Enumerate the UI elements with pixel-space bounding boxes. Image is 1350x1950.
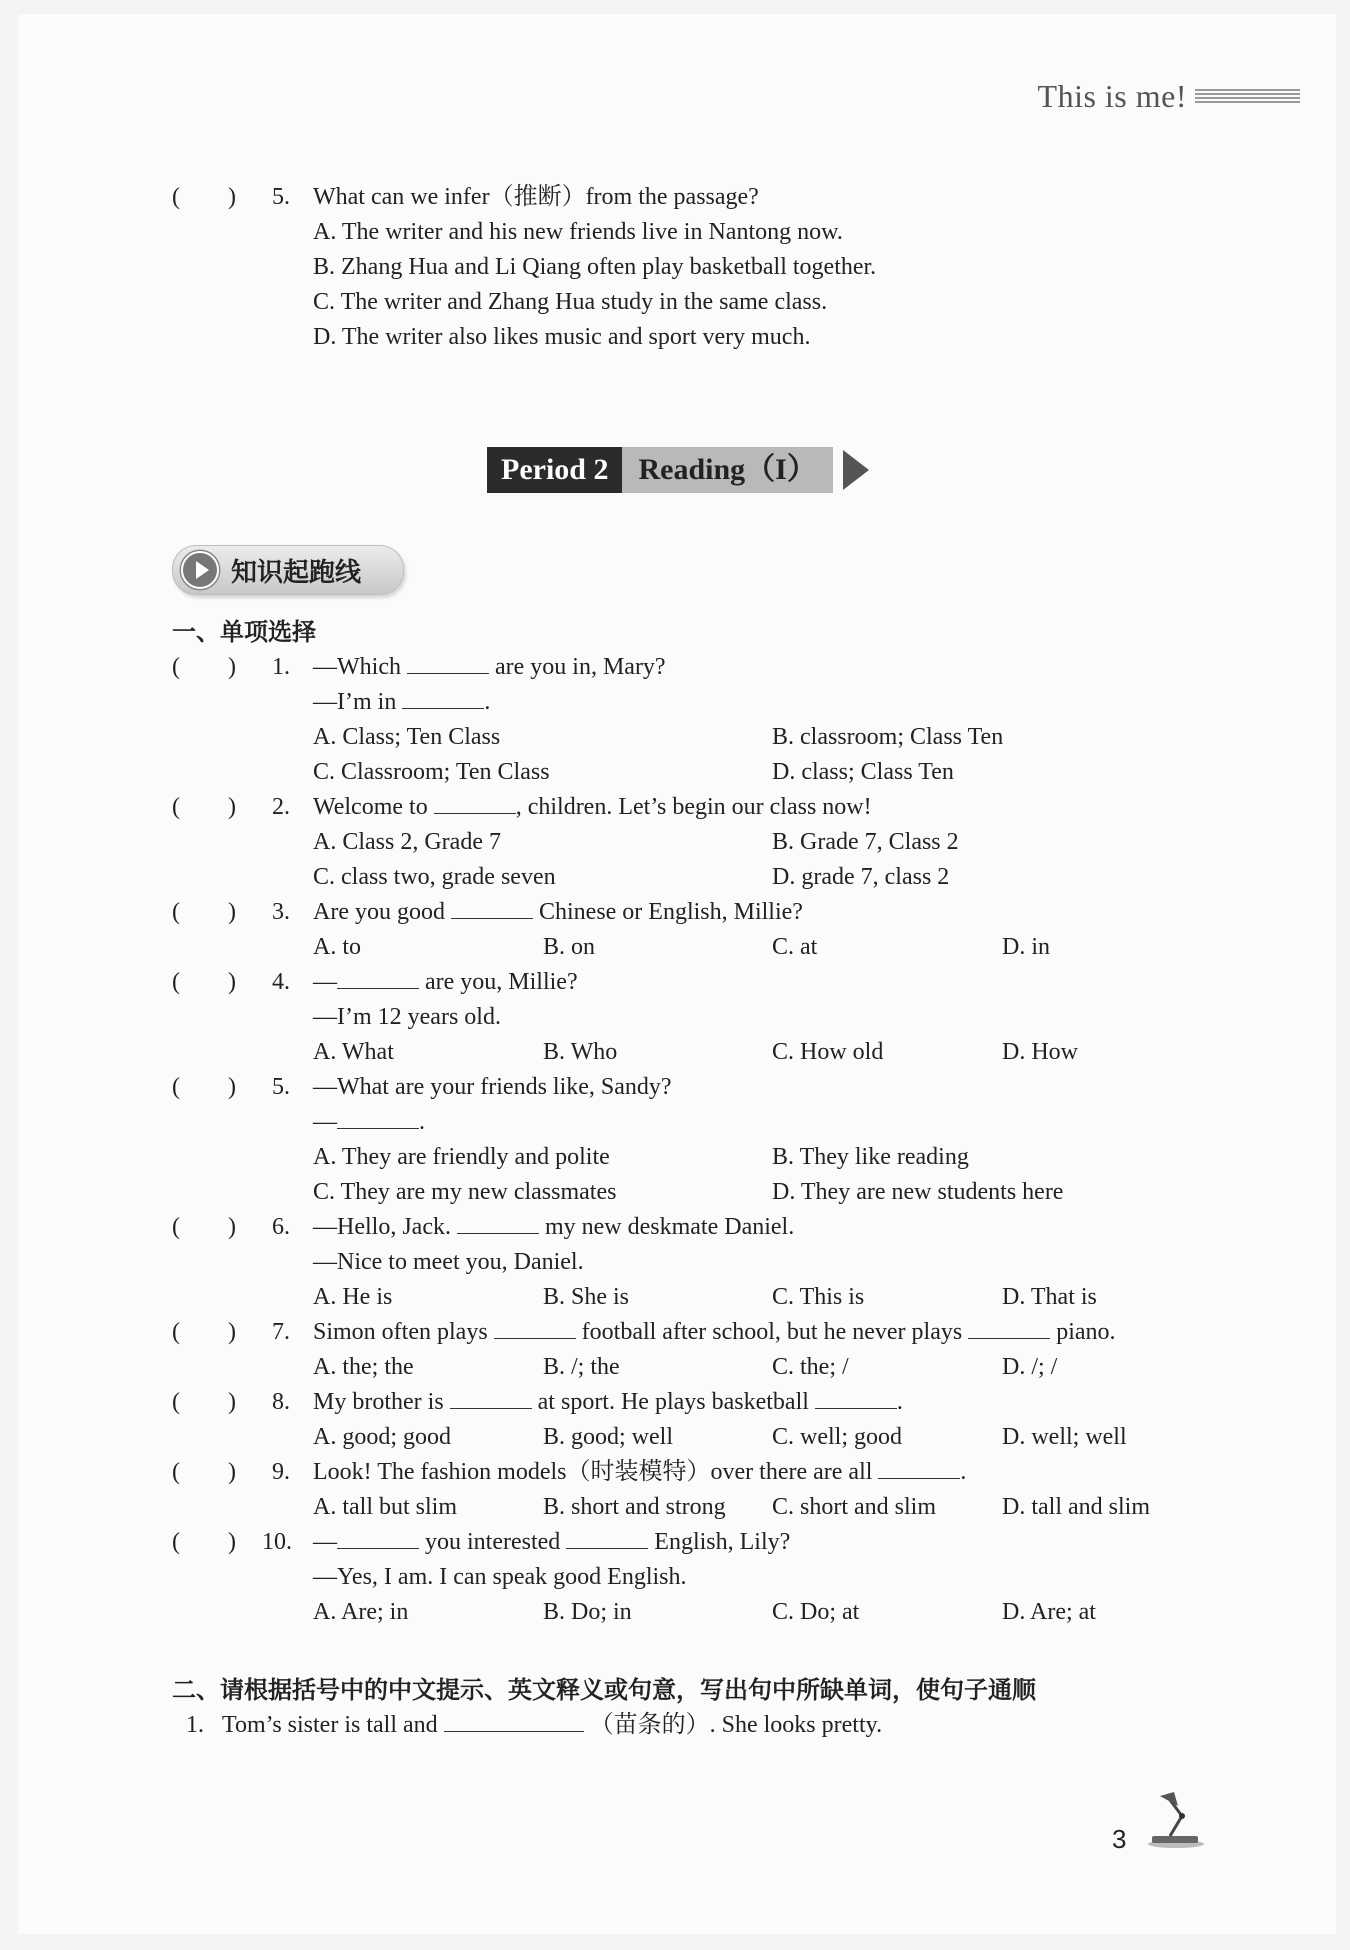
question-number: 8. [272, 1389, 290, 1415]
option-a: A. Class 2, Grade 7 [313, 829, 501, 855]
desk-lamp-icon [1140, 1790, 1210, 1850]
answer-blank[interactable] [494, 1316, 576, 1339]
answer-blank[interactable] [878, 1456, 960, 1479]
play-icon [181, 551, 219, 589]
question-number: 1. [272, 654, 290, 680]
answer-blank[interactable] [450, 1386, 532, 1409]
question-number: 10. [262, 1529, 292, 1555]
option-d: D. How [1002, 1039, 1078, 1065]
option-b: B. Do; in [543, 1599, 632, 1625]
option-d: D. class; Class Ten [772, 759, 954, 785]
arrow-right-icon [843, 450, 869, 490]
prev-option-d: D. The writer also likes music and sport very much. [313, 324, 811, 350]
option-b: B. Who [543, 1039, 618, 1065]
answer-paren[interactable]: ( ) [172, 1459, 236, 1485]
answer-blank[interactable] [457, 1211, 539, 1234]
option-d: D. tall and slim [1002, 1494, 1150, 1520]
option-d: D. in [1002, 934, 1050, 960]
answer-paren[interactable]: ( ) [172, 1389, 236, 1415]
dialogue-line: —Yes, I am. I can speak good English. [313, 1564, 687, 1590]
option-b: B. She is [543, 1284, 630, 1310]
option-c: C. the; / [772, 1354, 849, 1380]
option-b: B. classroom; Class Ten [772, 724, 1004, 750]
option-c: C. Do; at [772, 1599, 860, 1625]
answer-blank[interactable] [407, 651, 489, 674]
question-stem: Simon often plays football after school, but he never plays piano. [313, 1315, 1116, 1350]
header-title: This is me! [1037, 78, 1187, 114]
question-stem: What can we infer（推断）from the passage? [313, 184, 759, 210]
option-b: B. /; the [543, 1354, 620, 1380]
question-number: 6. [272, 1214, 290, 1240]
option-c: C. Classroom; Ten Class [313, 759, 550, 785]
answer-blank[interactable] [968, 1316, 1050, 1339]
question-stem: —What are your friends like, Sandy? [313, 1074, 672, 1100]
answer-paren[interactable]: ( ) [172, 1319, 236, 1345]
answer-paren[interactable]: ( ) [172, 969, 236, 995]
banner-reading: Reading（I） [622, 447, 832, 493]
knowledge-start-heading [172, 545, 404, 595]
option-b: B. Grade 7, Class 2 [772, 829, 959, 855]
answer-blank[interactable] [337, 966, 419, 989]
answer-blank[interactable] [444, 1709, 584, 1732]
option-a: A. Are; in [313, 1599, 409, 1625]
option-b: B. They like reading [772, 1144, 969, 1170]
option-a: A. to [313, 934, 361, 960]
option-c: C. well; good [772, 1424, 902, 1450]
answer-blank[interactable] [402, 686, 484, 709]
question-stem: Look! The fashion models（时装模特）over there are all . [313, 1455, 966, 1490]
answer-paren[interactable]: ( ) [172, 184, 236, 210]
page-number: 3 [1112, 1824, 1127, 1854]
question-number: 9. [272, 1459, 290, 1485]
answer-paren[interactable]: ( ) [172, 1074, 236, 1100]
question-number: 4. [272, 969, 290, 995]
answer-blank[interactable] [434, 791, 516, 814]
question-stem: — are you, Millie? [313, 965, 578, 1000]
option-a: A. What [313, 1039, 394, 1065]
answer-blank[interactable] [815, 1386, 897, 1409]
option-c: C. They are my new classmates [313, 1179, 617, 1205]
option-c: C. This is [772, 1284, 865, 1310]
dialogue-line: — . [313, 1105, 425, 1140]
question-number: 3. [272, 899, 290, 925]
answer-paren[interactable]: ( ) [172, 1529, 236, 1555]
question-number: 7. [272, 1319, 290, 1345]
option-c: C. How old [772, 1039, 884, 1065]
option-d: D. Are; at [1002, 1599, 1096, 1625]
option-a: A. They are friendly and polite [313, 1144, 610, 1170]
option-c: C. class two, grade seven [313, 864, 556, 890]
option-c: C. short and slim [772, 1494, 937, 1520]
answer-paren[interactable]: ( ) [172, 1214, 236, 1240]
option-d: D. well; well [1002, 1424, 1127, 1450]
option-b: B. on [543, 934, 596, 960]
option-a: A. Class; Ten Class [313, 724, 501, 750]
option-a: A. the; the [313, 1354, 414, 1380]
option-d: D. They are new students here [772, 1179, 1064, 1205]
page-header [1038, 78, 1300, 115]
prev-option-c: C. The writer and Zhang Hua study in the same class. [313, 289, 828, 315]
question-stem: —Which are you in, Mary? [313, 650, 666, 685]
option-d: D. /; / [1002, 1354, 1058, 1380]
option-a: A. tall but slim [313, 1494, 457, 1520]
option-c: C. at [772, 934, 818, 960]
option-d: D. That is [1002, 1284, 1097, 1310]
dialogue-line: —Nice to meet you, Daniel. [313, 1249, 584, 1275]
option-a: A. He is [313, 1284, 393, 1310]
pill-label: 知识起跑线 [231, 557, 362, 588]
answer-paren[interactable]: ( ) [172, 899, 236, 925]
answer-blank[interactable] [566, 1526, 648, 1549]
question-stem: Welcome to , children. Let’s begin our class now! [313, 790, 872, 825]
answer-blank[interactable] [451, 896, 533, 919]
option-b: B. short and strong [543, 1494, 726, 1520]
question-number: 5. [272, 184, 290, 210]
header-decoration-lines [1195, 89, 1300, 105]
answer-paren[interactable]: ( ) [172, 654, 236, 680]
prev-option-a: A. The writer and his new friends live in Nantong now. [313, 219, 843, 245]
answer-paren[interactable]: ( ) [172, 794, 236, 820]
question-number: 5. [272, 1074, 290, 1100]
answer-blank[interactable] [337, 1526, 419, 1549]
dialogue-line: —I’m in . [313, 685, 490, 720]
option-b: B. good; well [543, 1424, 673, 1450]
question-stem: Are you good Chinese or English, Millie? [313, 895, 803, 930]
prev-option-b: B. Zhang Hua and Li Qiang often play basketball together. [313, 254, 877, 280]
question-number: 2. [272, 794, 290, 820]
banner-period: Period 2 [487, 447, 622, 493]
section-title-fill-in: 二、请根据括号中的中文提示、英文释义或句意，写出句中所缺单词，使句子通顺 [172, 1676, 1036, 1704]
section-title-single-choice: 一、单项选择 [172, 618, 316, 646]
option-d: D. grade 7, class 2 [772, 864, 950, 890]
option-a: A. good; good [313, 1424, 451, 1450]
question-stem: Tom’s sister is tall and （苗条的）. She looks pretty. [222, 1708, 882, 1743]
dialogue-line: —I’m 12 years old. [313, 1004, 501, 1030]
question-stem: —Hello, Jack. my new deskmate Daniel. [313, 1210, 794, 1245]
question-number: 1. [186, 1712, 204, 1738]
period-banner [487, 447, 869, 493]
answer-blank[interactable] [337, 1106, 419, 1129]
question-stem: — you interested English, Lily? [313, 1525, 790, 1560]
question-stem: My brother is at sport. He plays basketball . [313, 1385, 903, 1420]
